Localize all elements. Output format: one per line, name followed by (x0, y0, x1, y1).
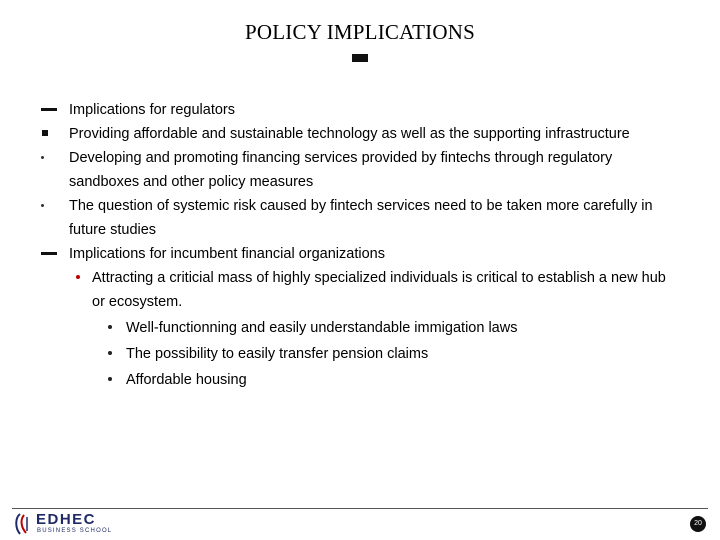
dash-bullet-icon (41, 108, 57, 111)
dot-bullet-icon (108, 377, 112, 381)
title-underline-bar (352, 54, 368, 62)
list-item-text: Implications for incumbent financial organizations (69, 246, 385, 262)
list-item-text: Implications for regulators (69, 102, 236, 118)
list-item-text: Attracting a criticial mass of highly specialized individuals is critical to establish a new hub or ecosystem. (92, 270, 666, 310)
edhec-logo (12, 512, 132, 536)
list-item (0, 242, 720, 266)
list-item (0, 98, 720, 122)
list-item-text: Providing affordable and sustainable technology as well as the supporting infrastructure (69, 126, 630, 142)
list-item (0, 314, 720, 342)
list-item (0, 194, 720, 242)
list-item (0, 146, 720, 194)
red-dot-bullet-icon (76, 275, 80, 279)
list-item-text: The question of systemic risk caused by fintech services need to be taken more carefully in future studies (69, 198, 653, 238)
list-item (0, 122, 720, 146)
dash-bullet-icon (41, 252, 57, 255)
logo-wordmark: EDHEC (36, 511, 97, 528)
list-item (0, 266, 720, 314)
dot-bullet-icon (108, 351, 112, 355)
list-item-text: The possibility to easily transfer pension claims (126, 346, 429, 362)
dot-bullet-icon (41, 204, 44, 207)
list-item-text: Well-functionning and easily understandable immigation laws (126, 320, 518, 336)
slide-content (0, 98, 720, 394)
logo-subtitle: BUSINESS SCHOOL (37, 528, 113, 534)
page-number-badge: 20 (690, 516, 706, 532)
edhec-emblem-icon (12, 512, 34, 536)
list-item (0, 342, 720, 368)
dot-bullet-icon (41, 156, 44, 159)
footer-divider (12, 508, 708, 509)
slide-title: POLICY IMPLICATIONS (245, 20, 475, 44)
list-item-text: Affordable housing (126, 372, 247, 388)
dot-bullet-icon (108, 325, 112, 329)
square-bullet-icon (42, 130, 48, 136)
list-item-text: Developing and promoting financing services provided by fintechs through regulatory sandboxes and other policy measures (69, 150, 613, 190)
list-item (0, 368, 720, 394)
